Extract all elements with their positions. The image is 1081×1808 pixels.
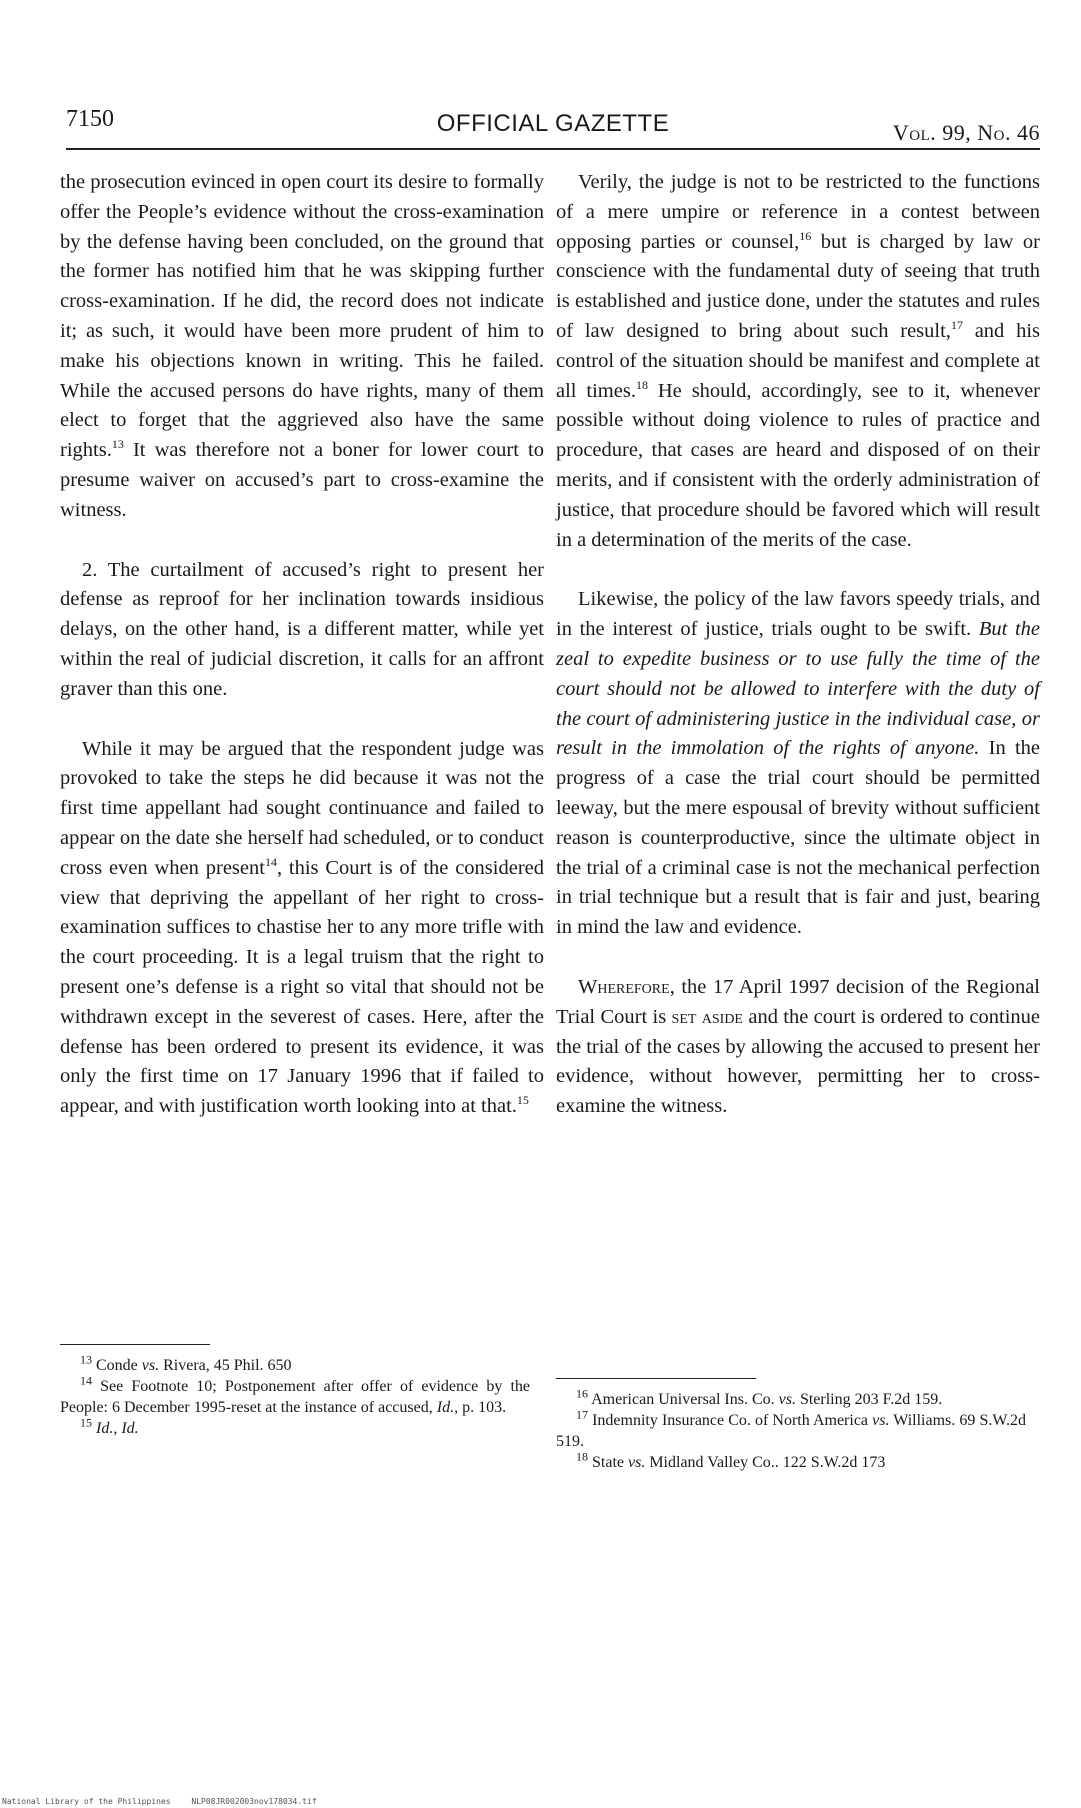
paragraph-text: In the progress of a case the trial court should be permitted leeway, but the mere espousal of brevity without sufficient reason is counterproductive, since the ultimate object in the trial of a criminal case is not the mechanical perfection in trial technique but a result that is fair and just, bearing in mind the law and evidence. [556,737,1041,939]
header-rule [66,148,1040,150]
footnote-italic: vs. [628,1454,646,1471]
paragraph-text: He should, accordingly, see to it, whenever possible without doing violence to rules of practice and procedure, that cases are heard and disposed of on their merits, and if consistent with the orderly administration of justice, that procedure should be favored which will result in a determination of the merits of the case. [556,379,1040,551]
footnote-ref-16: 16 [799,228,812,243]
footnote-text: American Universal Ins. Co. [588,1391,779,1408]
footnote-text: Rivera, 45 Phil. 650 [159,1357,292,1374]
paragraph-prosecution [60,168,544,526]
footnote-text: State [588,1454,628,1471]
paragraph-text: It was therefore not a boner for lower court to presume waiver on accused’s part to cross-examine the witness. [60,439,544,521]
paragraph-text: Verily, the judge is not to be restricted to the functions of a mere umpire or reference in a contest between opposing parties or counsel, [556,171,1040,253]
footnote-14 [60,1373,530,1418]
paragraph-text: , the 17 April 1997 decision of the Regional Trial Court is [556,975,1040,1028]
footnote-text: Indemnity Insurance Co. of North America [588,1412,873,1429]
paragraph-text: the prosecution evinced in open court its desire to formally offer the People’s evidence without the cross-examination by the defense having been concluded, on the ground that the former has notified him that he was skipping further cross-examination. If he did, the record does not indicate it; as such, it would have been more prudent of him to make his objections known in writing. This he failed. While the accused persons do have rights, many of them elect to forget that the aggrieved also have the same rights. [60,171,544,462]
footnote-text: , p. 103. [454,1399,507,1416]
footnote-text: Sterling 203 F.2d 159. [795,1391,943,1408]
page-number: 7150 [66,106,114,132]
footnote-ref-15: 15 [516,1093,529,1108]
italic-quote: But the zeal to expedite business or to use fully the time of the court should not be allowed to interfere with the duty of the court of administering justice in the individual case, or result in the immolation of the rights of anyone. [556,618,1040,760]
library-name: National Library of the Philippines [2,1797,171,1806]
footnote-17 [556,1407,1026,1452]
footnote-ref-17: 17 [950,318,963,333]
page-header [66,104,1040,148]
left-column [60,168,544,1152]
footnote-18 [556,1449,1026,1473]
footnote-rule [60,1344,210,1345]
publication-title: OFFICIAL GAZETTE [436,110,670,137]
footnote-16 [556,1386,1026,1410]
wherefore-lead: Wherefore [578,975,670,998]
footnote-text: Conde [92,1357,142,1374]
footnote-rule [556,1378,756,1379]
footnote-italic: Id. [436,1399,455,1416]
footnote-italic: vs. [872,1412,890,1429]
paragraph-wherefore [556,973,1040,1122]
footnote-ref-18: 18 [635,377,648,392]
footnote-ref-13: 13 [111,437,124,452]
scan-footer [2,1797,333,1806]
right-column [556,168,1040,1152]
footnote-number: 15 [80,1415,92,1430]
footnote-number: 13 [80,1352,92,1367]
footnote-15 [60,1415,530,1439]
footnote-text: Midland Valley Co.. 122 S.W.2d 173 [645,1454,886,1471]
paragraph-text: and the court is ordered to continue the trial of the cases by allowing the accused to present her evidence, without however, permitting her to cross-examine the witness. [556,1005,1040,1118]
set-aside-term: set aside [671,1005,743,1028]
footnote-italic: vs. [141,1357,160,1374]
paragraph-likewise [556,585,1040,943]
footnotes-right [556,1378,1026,1473]
footnote-13 [60,1352,530,1376]
scan-filename: NLP08JR002003nov178034.tif [191,1797,317,1806]
paragraph-verily [556,168,1040,555]
footnote-text: Williams. 69 S.W.2d 519. [556,1412,1026,1450]
paragraph-curtailment: 2. The curtailment of accused’s right to present her defense as reproof for her inclination towards insidious delays, on the other hand, is a different matter, while yet within the real of judicial discretion, it calls for an affront graver than this one. [60,558,544,700]
footnotes-left [60,1344,530,1439]
paragraph-text: Likewise, the policy of the law favors speedy trials, and in the interest of justice, trials ought to be swift. [556,588,1040,641]
paragraph-text: and his control of the situation should be manifest and complete at all times. [556,319,1040,402]
footnote-italic: vs. [778,1391,796,1408]
paragraph-respondent-judge [60,735,544,1122]
footnote-text: See Footnote 10; Postponement after offer of evidence by the People: 6 December 1995-reset at the instance of accused, [60,1378,530,1416]
paragraph-text: , this Court is of the considered view that depriving the appellant of her right to cross-examination suffices to chastise her to any more trifle with the court proceeding. It is a legal truism that the right to present one’s defense is a right so vital that should not be withdrawn except in the severest of cases. Here, after the defense has been ordered to present its evidence, it was only the first time on 17 January 1996 that if failed to appear, and with justification worth looking into at that. [60,856,545,1118]
volume-issue: Vol. 99, No. 46 [892,120,1040,145]
paragraph-text: but is charged by law or conscience with the fundamental duty of seeing that truth is established and justice done, under the statutes and rules of law designed to bring about such result, [556,230,1040,342]
footnote-number: 18 [576,1449,588,1464]
footnote-italic: Id., Id. [96,1420,139,1437]
footnote-number: 17 [576,1407,588,1422]
footnote-number: 16 [576,1386,588,1401]
paragraph-text: While it may be argued that the respondent judge was provoked to take the steps he did because it was not the first time appellant had sought continuance and failed to appear on the date she herself had scheduled, or to conduct cross even when present [60,737,544,879]
footnote-ref-14: 14 [264,854,277,869]
footnote-number: 14 [80,1373,92,1388]
